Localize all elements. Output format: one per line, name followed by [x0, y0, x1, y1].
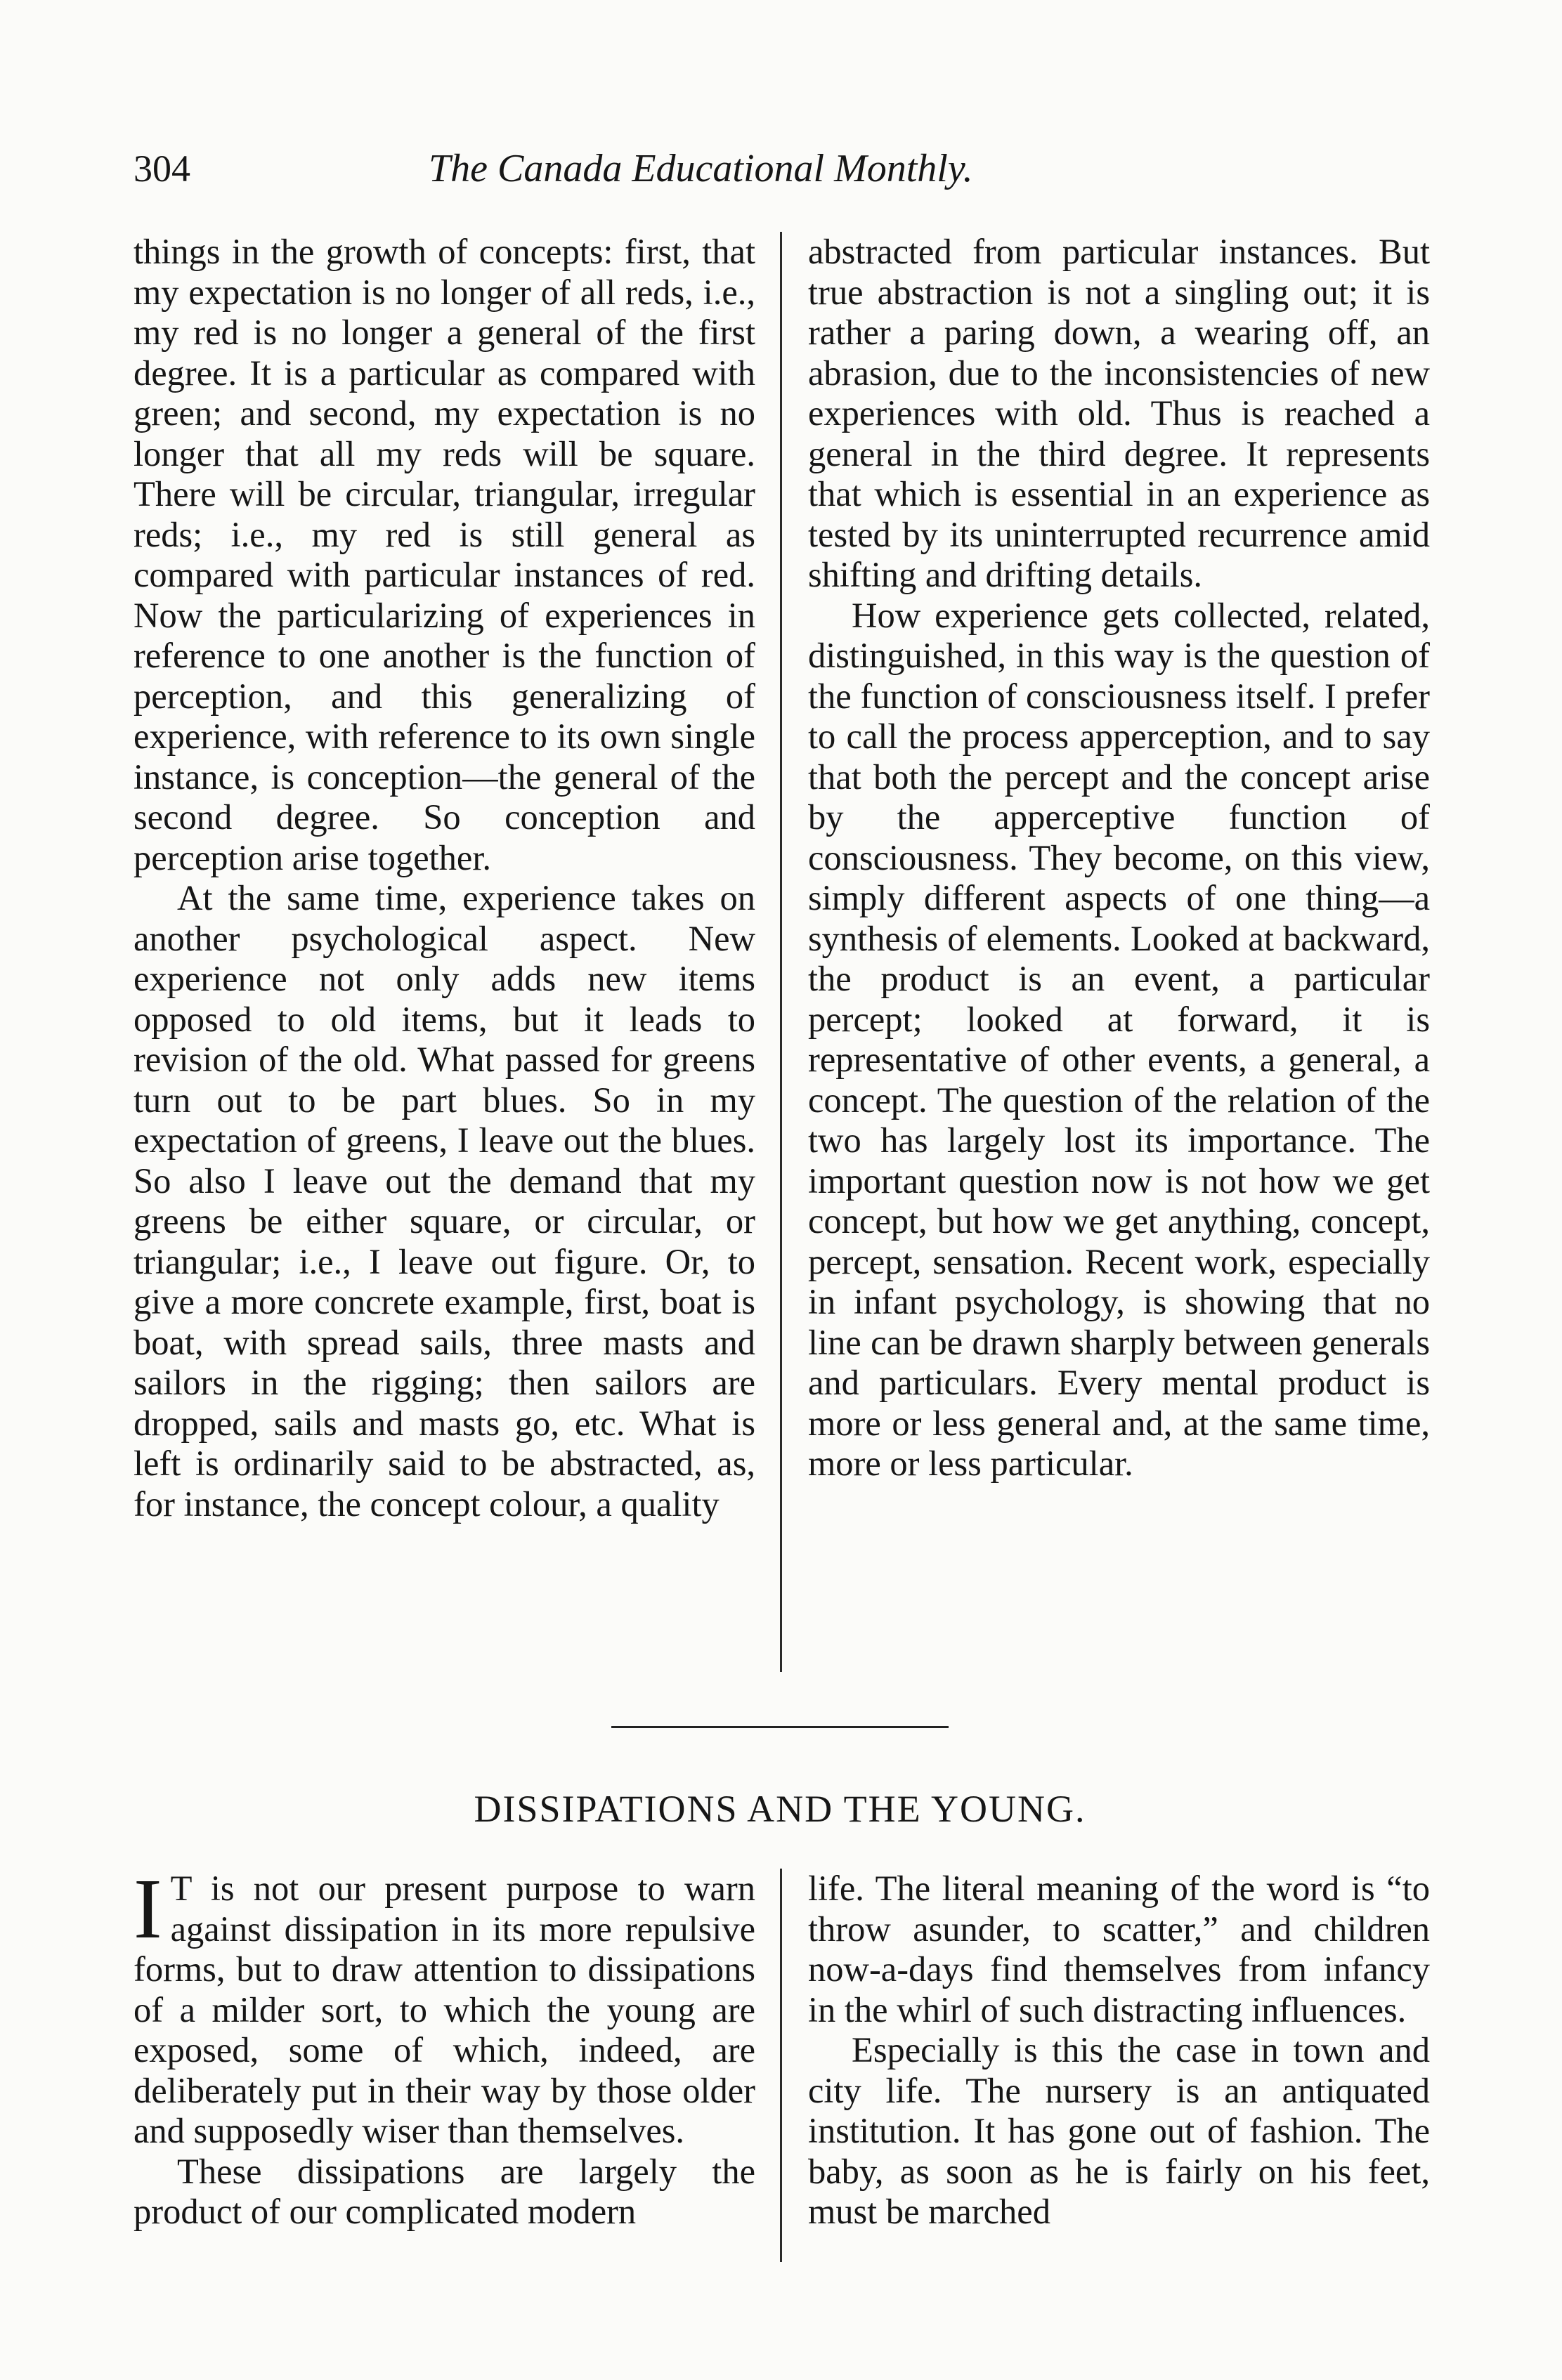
paragraph — [134, 1862, 755, 2152]
article1-left-column — [134, 232, 755, 1524]
paragraph-text: T is not our present purpose to warn against dissipation in its more repulsive forms, but to draw attention to dissipations of a milder sort, to which the young are exposed, some of which, indeed, are deliberately put in their way by those older and supposedly wiser than themselves. — [134, 1869, 755, 2150]
article-heading: DISSIPATIONS AND THE YOUNG. — [474, 1788, 1086, 1830]
paragraph: life. The literal meaning of the word is “to throw asunder, to scatter,” and children now-a-days find themselves from infancy in the whirl of such distracting influences. — [808, 1869, 1430, 2029]
column-divider — [780, 232, 782, 1672]
article2-right-column — [808, 1869, 1430, 2232]
paragraph: How experience gets collected, related, distinguished, in this way is the question of the function of consciousness itself. I prefer to call the process apperception, and to say that both the percept and the concept arise by the apperceptive function of consciousness. They become, on this view, simply different aspects of one thing—a synthesis of elements. Looked at backward, the product is an event, a particular percept; looked at forward, it is representative of other events, a general, a concept. The question of the relation of the two has largely lost its importance. The important question now is not how we get concept, but how we get anything, concept, percept, sensation. Recent work, especially in infant psychology, is showing that no line can be drawn sharply between generals and particulars. Every mental product is more or less general and, at the same time, more or less particular. — [808, 595, 1430, 1483]
drop-cap: I — [134, 1862, 162, 1956]
paragraph: abstracted from particular instances. But true abstraction is not a singling out; it is rather a paring down, a wearing off, an abrasion, due to the inconsistencies of new experiences with old. Thus is reached a general in the third degree. It represents that which is essential in an experience as tested by its uninterrupted recurrence amid shifting and drifting details. — [808, 232, 1430, 594]
column-divider — [780, 1869, 782, 2262]
running-title: The Canada Educational Monthly. — [429, 147, 973, 190]
section-divider — [611, 1726, 949, 1728]
page-header — [134, 140, 1440, 204]
article1-right-column — [808, 232, 1430, 1484]
paragraph: things in the growth of concepts: first, that my expectation is no longer of all reds, i.e., my red is no longer a general of the first degree. It is a particular as compared with green; and second, my expectation is no longer that all my reds will be square. There will be circular, triangular, irregular reds; i.e., my red is still general as compared with particular instances of red. Now the particularizing of experiences in reference to one another is the function of perception, and this generalizing of experience, with reference to its own single instance, is conception—the general of the second degree. So conception and perception arise together. — [134, 232, 755, 877]
paragraph: At the same time, experience takes on another psychological aspect. New experience not only adds new items opposed to old items, but it leads to revision of the old. What passed for greens turn out to be part blues. So in my expectation of greens, I leave out the blues. So also I leave out the demand that my greens be either square, or circular, or triangular; i.e., I leave out figure. Or, to give a more concrete example, first, boat is boat, with spread sails, three masts and sailors in the rigging; then sailors are dropped, sails and masts go, etc. What is left is ordinarily said to be abstracted, as, for instance, the concept colour, a quality — [134, 878, 755, 1524]
paragraph: These dissipations are largely the product of our complicated modern — [134, 2151, 755, 2231]
article2-left-column — [134, 1862, 755, 2232]
page-number: 304 — [134, 148, 190, 190]
paragraph: Especially is this the case in town and city life. The nursery is an antiquated institution. It has gone out of fashion. The baby, as soon as he is fairly on his feet, must be marched — [808, 2030, 1430, 2231]
